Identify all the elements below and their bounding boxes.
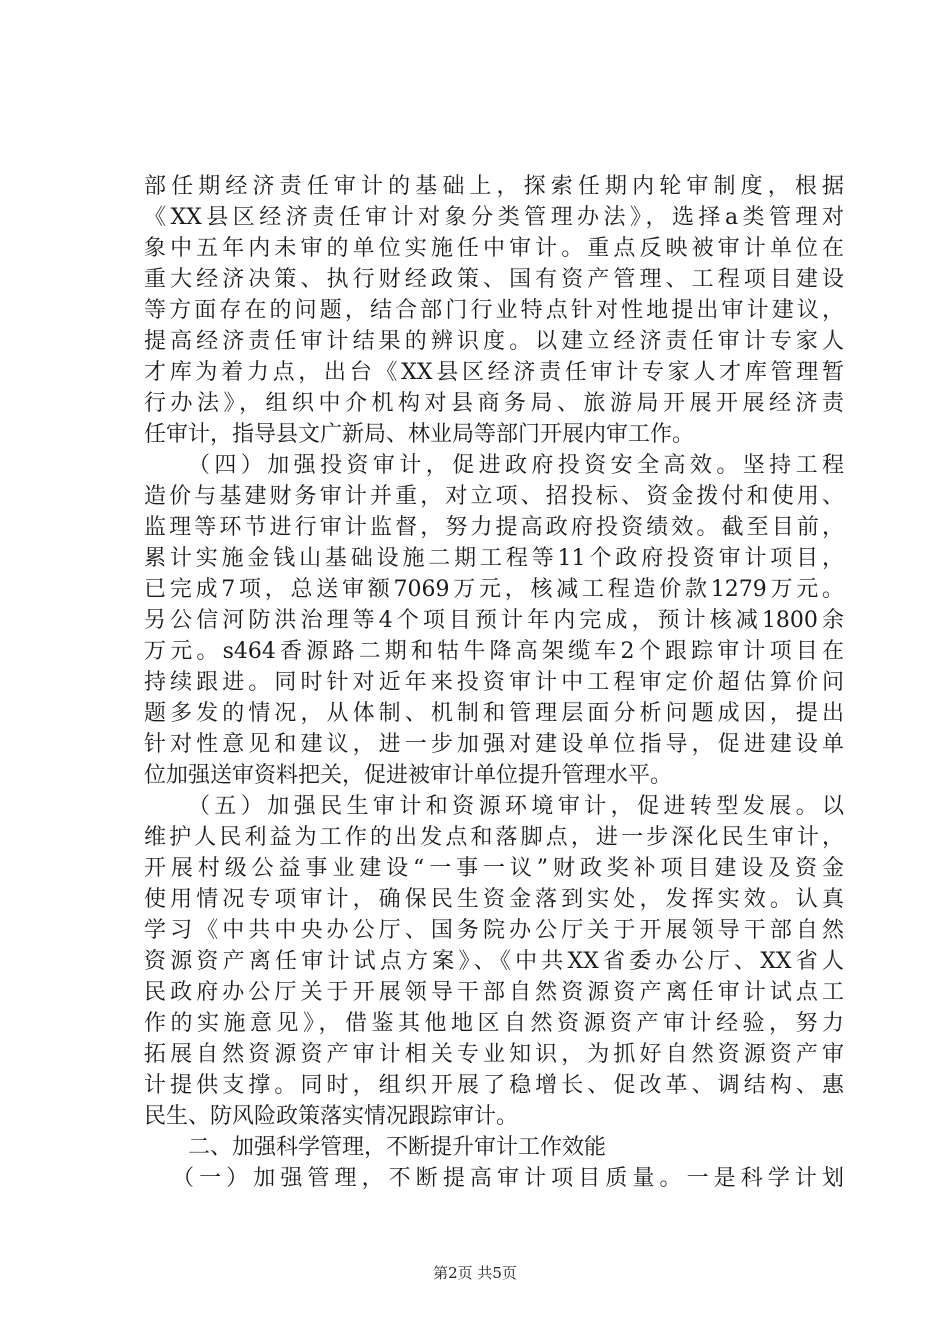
section-heading-line: （四）加强投资审计，促进政府投资安全高效。坚持工程: [188, 453, 844, 478]
text-line: 使用情况专项审计，确保民生资金落到实处，发挥实效。认真: [144, 887, 844, 912]
document-body: [144, 171, 844, 1194]
text-line: 等方面存在的问题，结合部门行业特点针对性地提出审计建议，: [144, 298, 844, 323]
text-line: 行办法》，组织中介机构对县商务局、旅游局开展开展经济责: [144, 391, 844, 416]
text-line: 象中五年内未审的单位实施任中审计。重点反映被审计单位在: [144, 236, 844, 261]
text-line: 资源资产离任审计试点方案》、《中共XX省委办公厅、XX省人: [144, 949, 844, 974]
text-line: 累计实施金钱山基础设施二期工程等11个政府投资审计项目，: [144, 546, 844, 571]
section-heading-line: 二、加强科学管理，不断提升审计工作效能: [188, 1135, 607, 1160]
text-line: 作的实施意见》，借鉴其他地区自然资源资产审计经验，努力: [144, 1011, 844, 1036]
text-line: 位加强送审资料把关，促进被审计单位提升管理水平。: [144, 763, 673, 788]
text-line: 重大经济决策、执行财经政策、国有资产管理、工程项目建设: [144, 267, 844, 292]
text-line: 部任期经济责任审计的基础上，探索任期内轮审制度，根据: [144, 174, 844, 199]
text-line: 监理等环节进行审计监督，努力提高政府投资绩效。截至目前，: [144, 515, 844, 540]
text-line: 持续跟进。同时针对近年来投资审计中工程审定价超估算价问: [144, 670, 844, 695]
text-line: 提高经济责任审计结果的辨识度。以建立经济责任审计专家人: [144, 329, 844, 354]
text-line: 才库为着力点，出台《XX县区经济责任审计专家人才库管理暂: [144, 360, 844, 385]
text-line: 拓展自然资源资产审计相关专业知识，为抓好自然资源资产审: [144, 1042, 844, 1067]
text-line: 民政府办公厅关于开展领导干部自然资源资产离任审计试点工: [144, 980, 844, 1005]
page-number-footer: 第2页 共5页: [433, 1264, 517, 1282]
text-line: 《XX县区经济责任审计对象分类管理办法》，选择a类管理对: [144, 205, 844, 230]
text-line: 已完成7项，总送审额7069万元，核减工程造价款1279万元。: [144, 577, 844, 602]
text-line: 题多发的情况，从体制、机制和管理层面分析问题成因，提出: [144, 701, 844, 726]
section-heading-line: （一）加强管理，不断提高审计项目质量。一是科学计划: [172, 1166, 844, 1191]
text-line: 万元。s464香源路二期和牯牛降高架缆车2个跟踪审计项目在: [144, 639, 844, 664]
text-line: 造价与基建财务审计并重，对立项、招投标、资金拨付和使用、: [144, 484, 844, 509]
text-line: 开展村级公益事业建设“一事一议”财政奖补项目建设及资金: [144, 856, 844, 881]
text-line: 学习《中共中央办公厅、国务院办公厅关于开展领导干部自然: [144, 918, 844, 943]
text-line: 维护人民利益为工作的出发点和落脚点，进一步深化民生审计，: [144, 825, 844, 850]
text-line: 任审计，指导县文广新局、林业局等部门开展内审工作。: [144, 422, 695, 447]
text-line: 针对性意见和建议，进一步加强对建设单位指导，促进建设单: [144, 732, 844, 757]
text-line: 另公信河防洪治理等4个项目预计年内完成，预计核减1800余: [144, 608, 844, 633]
text-line: 民生、防风险政策落实情况跟踪审计。: [144, 1104, 519, 1129]
section-heading-line: （五）加强民生审计和资源环境审计，促进转型发展。以: [188, 794, 844, 819]
text-line: 计提供支撑。同时，组织开展了稳增长、促改革、调结构、惠: [144, 1073, 844, 1098]
